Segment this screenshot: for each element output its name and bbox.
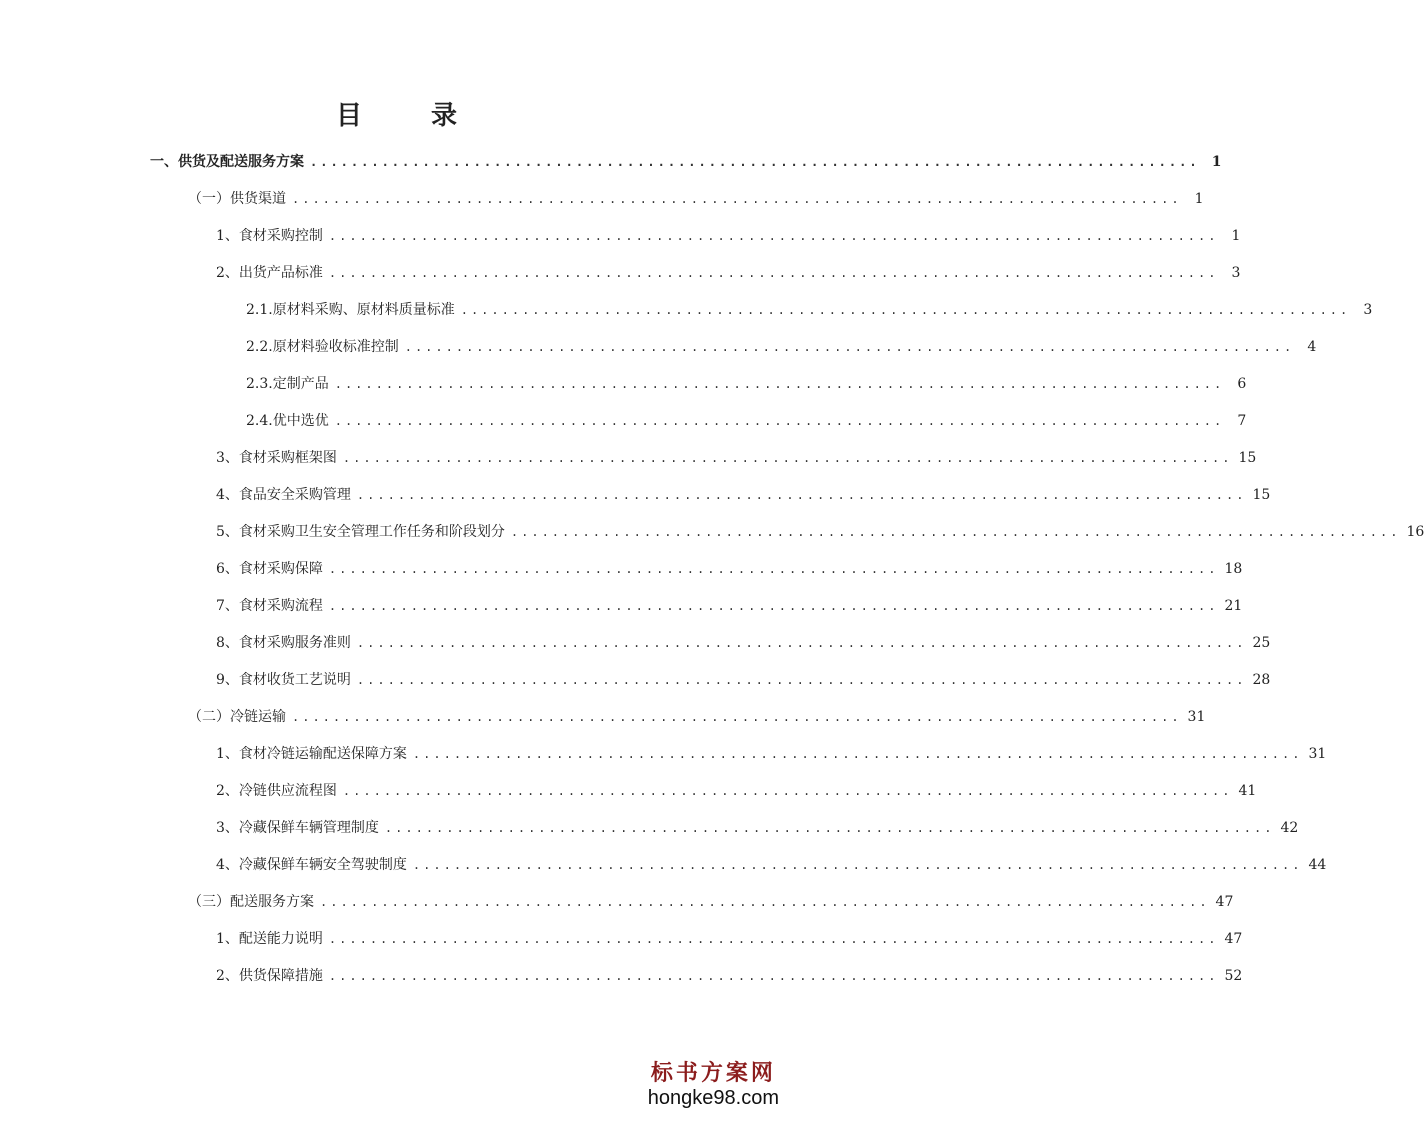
toc-entry[interactable] xyxy=(216,518,1424,542)
toc-label: 2.1.原材料采购、原材料质量标准 xyxy=(246,302,455,318)
toc-page: 7 xyxy=(1237,413,1247,429)
toc-label: 7、食材采购流程 xyxy=(216,598,323,614)
toc-page: 31 xyxy=(1187,709,1206,725)
watermark-en: hongke98.com xyxy=(647,1087,779,1109)
toc-page: 47 xyxy=(1224,931,1243,947)
toc-entry[interactable] xyxy=(216,481,1271,505)
toc-page: 15 xyxy=(1238,450,1257,466)
toc-leader: ....................................................................................... xyxy=(292,710,1182,724)
toc-leader: ....................................................................................... xyxy=(510,525,1401,539)
toc-page: 41 xyxy=(1238,783,1257,799)
toc-entry[interactable] xyxy=(216,555,1243,579)
toc-label: 9、食材收货工艺说明 xyxy=(216,672,351,688)
toc-leader: ....................................................................................... xyxy=(328,562,1219,576)
toc-entry[interactable] xyxy=(216,814,1299,838)
toc-entry[interactable] xyxy=(246,370,1247,394)
toc-label: 5、食材采购卫生安全管理工作任务和阶段划分 xyxy=(216,524,505,540)
watermark-logo xyxy=(648,1056,779,1110)
page-title: 目 录 xyxy=(335,101,488,131)
toc-page: 6 xyxy=(1237,376,1247,392)
toc-page: 18 xyxy=(1224,561,1243,577)
toc-page: 15 xyxy=(1252,487,1271,503)
toc-entry[interactable] xyxy=(216,666,1271,690)
toc-page: 16 xyxy=(1406,524,1424,540)
toc-entry[interactable] xyxy=(150,148,1222,172)
toc-entry[interactable] xyxy=(216,925,1243,949)
toc-label: 2.4.优中选优 xyxy=(246,413,329,429)
toc-leader: ....................................................................................... xyxy=(328,932,1219,946)
toc-label: 2、冷链供应流程图 xyxy=(216,783,337,799)
toc-leader: ....................................................................................... xyxy=(460,303,1351,317)
toc-leader: ....................................................................................... xyxy=(328,599,1219,613)
toc-label: 3、冷藏保鲜车辆管理制度 xyxy=(216,820,379,836)
toc-page: 3 xyxy=(1363,302,1373,318)
toc-entry[interactable] xyxy=(246,333,1317,357)
toc-leader: ....................................................................................... xyxy=(342,451,1233,465)
toc-leader: ....................................................................................... xyxy=(334,377,1225,391)
toc-leader: ....................................................................................... xyxy=(328,229,1219,243)
toc-label: 2.3.定制产品 xyxy=(246,376,329,392)
toc-label: 1、配送能力说明 xyxy=(216,931,323,947)
toc-leader: ....................................................................................... xyxy=(328,969,1219,983)
toc-label: 2.2.原材料验收标准控制 xyxy=(246,339,399,355)
toc-page: 44 xyxy=(1308,857,1327,873)
toc-page: 28 xyxy=(1252,672,1271,688)
toc-label: （二）冷链运输 xyxy=(188,709,286,725)
toc-label: 1、食材冷链运输配送保障方案 xyxy=(216,746,407,762)
toc-label: 2、供货保障措施 xyxy=(216,968,323,984)
toc-leader: ....................................................................................... xyxy=(412,858,1303,872)
toc-entry[interactable] xyxy=(216,259,1241,283)
toc-page: 21 xyxy=(1224,598,1243,614)
toc-page: 42 xyxy=(1280,820,1299,836)
toc-entry[interactable] xyxy=(216,222,1241,246)
toc-label: 4、冷藏保鲜车辆安全驾驶制度 xyxy=(216,857,407,873)
toc-leader: ....................................................................................... xyxy=(342,784,1233,798)
toc-label: （一）供货渠道 xyxy=(188,191,286,207)
toc-leader: ....................................................................................... xyxy=(404,340,1295,354)
toc-leader: ....................................................................................... xyxy=(310,155,1200,169)
toc-page: 31 xyxy=(1308,746,1327,762)
toc-label: 一、供货及配送服务方案 xyxy=(150,154,304,170)
toc-entry[interactable] xyxy=(216,777,1257,801)
toc-leader: ....................................................................................... xyxy=(356,673,1247,687)
toc-entry[interactable] xyxy=(216,740,1327,764)
toc-label: 1、食材采购控制 xyxy=(216,228,323,244)
toc-page: 1 xyxy=(1194,191,1204,207)
toc-page: 25 xyxy=(1252,635,1271,651)
toc-entry[interactable] xyxy=(216,851,1327,875)
toc-page: 1 xyxy=(1211,154,1222,170)
toc-leader: ....................................................................................... xyxy=(334,414,1225,428)
toc-page: 4 xyxy=(1307,339,1317,355)
toc-page: 3 xyxy=(1231,265,1241,281)
toc-leader: ....................................................................................... xyxy=(356,636,1247,650)
toc-leader: ....................................................................................... xyxy=(356,488,1247,502)
toc-entry[interactable] xyxy=(216,592,1243,616)
toc-entry[interactable] xyxy=(216,444,1257,468)
toc-leader: ....................................................................................... xyxy=(320,895,1210,909)
toc-entry[interactable] xyxy=(246,407,1247,431)
toc-label: （三）配送服务方案 xyxy=(188,894,314,910)
toc-entry[interactable] xyxy=(246,296,1373,320)
toc-page: 52 xyxy=(1224,968,1243,984)
toc-label: 8、食材采购服务准则 xyxy=(216,635,351,651)
watermark-cn: 标书方案网 xyxy=(650,1060,776,1086)
toc-label: 3、食材采购框架图 xyxy=(216,450,337,466)
toc-leader: ....................................................................................... xyxy=(292,192,1182,206)
toc-entry[interactable] xyxy=(188,185,1204,209)
toc-label: 6、食材采购保障 xyxy=(216,561,323,577)
toc-entry[interactable] xyxy=(216,629,1271,653)
toc-label: 4、食品安全采购管理 xyxy=(216,487,351,503)
toc-page: 47 xyxy=(1215,894,1234,910)
toc-entry[interactable] xyxy=(188,703,1206,727)
toc-leader: ....................................................................................... xyxy=(328,266,1219,280)
toc-label: 2、出货产品标准 xyxy=(216,265,323,281)
toc-page: 1 xyxy=(1231,228,1241,244)
toc-entry[interactable] xyxy=(216,962,1243,986)
toc-leader: ....................................................................................... xyxy=(384,821,1275,835)
toc-leader: ....................................................................................... xyxy=(412,747,1303,761)
toc-entry[interactable] xyxy=(188,888,1234,912)
